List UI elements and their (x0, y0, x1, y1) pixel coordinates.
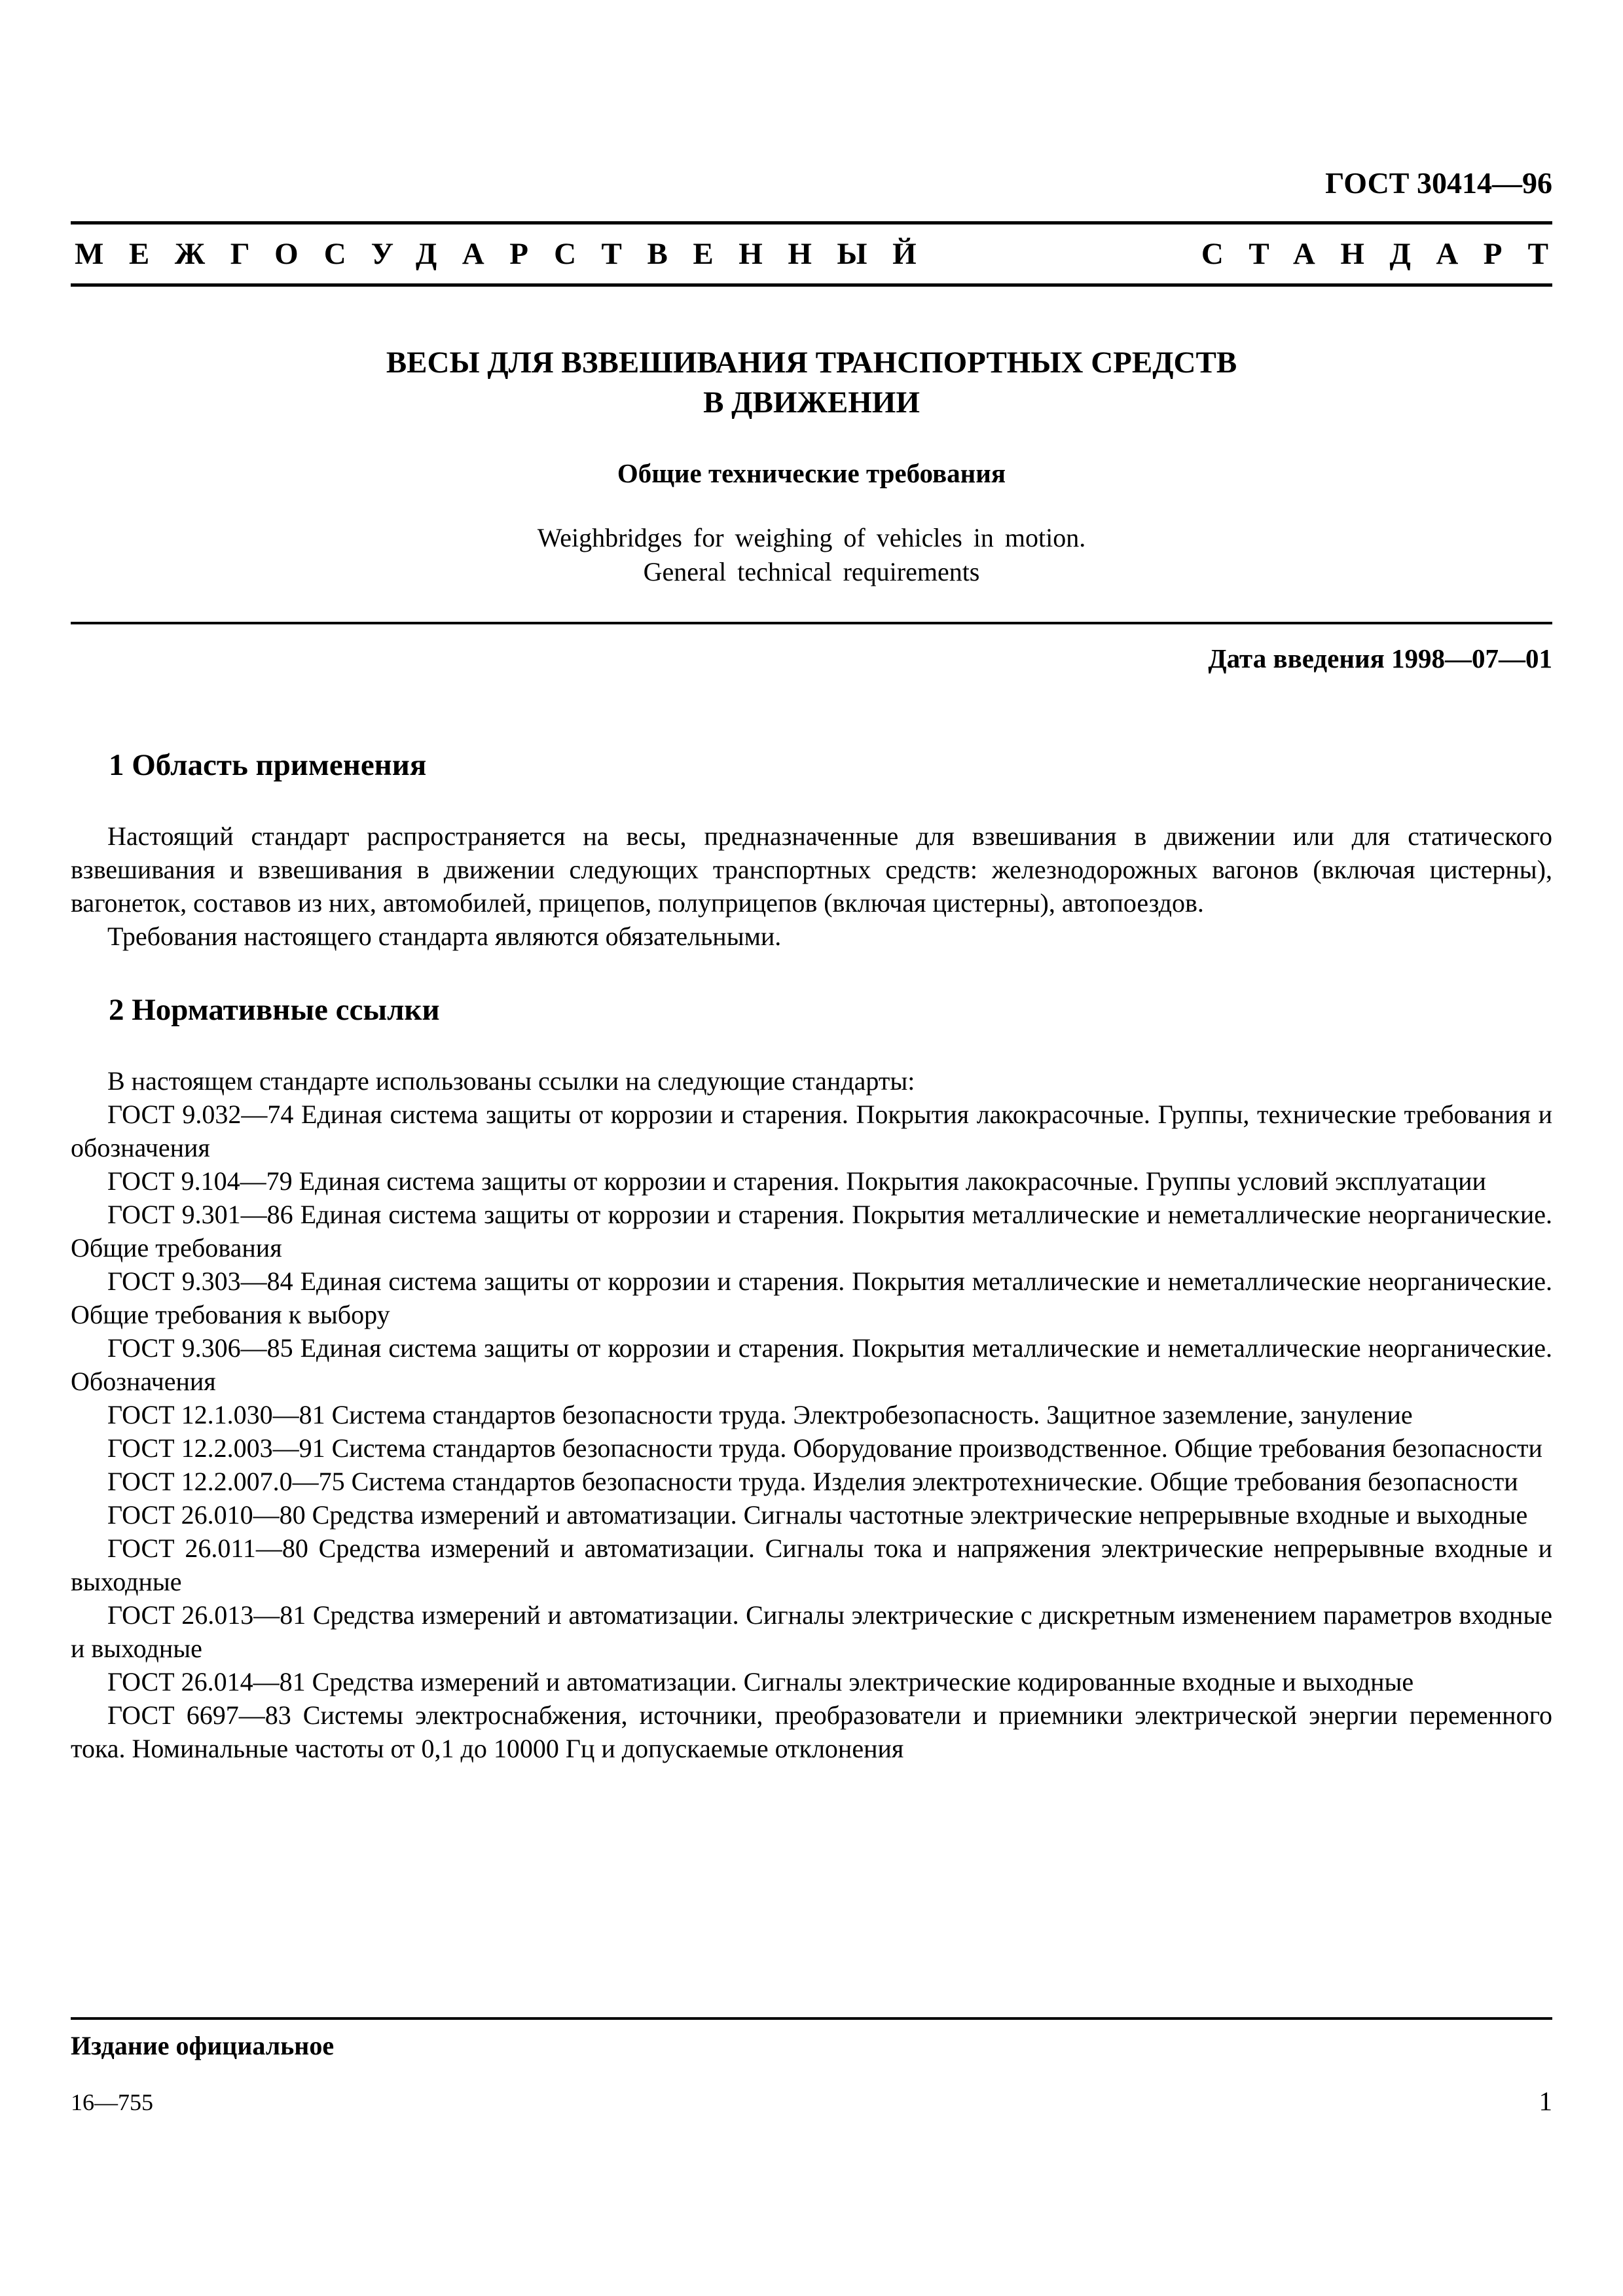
english-title-block (71, 521, 1552, 589)
reference-item: ГОСТ 9.032—74 Единая система защиты от коррозии и старения. Покрытия лакокрасочные. Группы, технические требования и обозначения (71, 1100, 1552, 1162)
reference-item: ГОСТ 9.104—79 Единая система защиты от коррозии и старения. Покрытия лакокрасочные. Группы условий эксплуатации (107, 1166, 1486, 1196)
section-2-heading: 2 Нормативные ссылки (109, 993, 440, 1027)
reference-item: ГОСТ 9.306—85 Единая система защиты от коррозии и старения. Покрытия металлические и неметаллические неорганические. Обозначения (71, 1333, 1552, 1396)
reference-item: ГОСТ 26.013—81 Средства измерений и автоматизации. Сигналы электрические с дискретным изменением параметров входные и выходные (71, 1600, 1552, 1663)
page-content (71, 0, 1574, 1765)
english-title-line-2: General technical requirements (643, 557, 980, 586)
banner-word-standard: СТАНДАРТ (1201, 237, 1574, 271)
section-2-intro: В настоящем стандарте использованы ссылки на следующие стандарты: (107, 1066, 915, 1096)
introduction-date: Дата введения 1998—07—01 (1208, 643, 1552, 673)
document-subtitle: Общие технические требования (617, 458, 1006, 488)
footer-meta (71, 2085, 1552, 2117)
english-title-line-1: Weighbridges for weighing of vehicles in motion. (537, 523, 1086, 552)
document-title (71, 343, 1552, 423)
title-block (71, 343, 1552, 589)
document-title-line-1: ВЕСЫ ДЛЯ ВЗВЕШИВАНИЯ ТРАНСПОРТНЫХ СРЕДСТВ (386, 346, 1237, 380)
reference-item: ГОСТ 9.301—86 Единая система защиты от коррозии и старения. Покрытия металлические и неметаллические неорганические. Общие требования (71, 1200, 1552, 1263)
section-1-heading: 1 Область применения (109, 748, 427, 782)
reference-item: ГОСТ 9.303—84 Единая система защиты от коррозии и старения. Покрытия металлические и неметаллические неорганические. Общие требования к выбору (71, 1266, 1552, 1329)
print-order-code: 16—755 (71, 2089, 153, 2115)
reference-item: ГОСТ 12.2.007.0—75 Система стандартов безопасности труда. Изделия электротехнические. Общие требования безопасности (107, 1467, 1518, 1496)
reference-item: ГОСТ 6697—83 Системы электроснабжения, источники, преобразователи и приемники электрической энергии переменного тока. Номинальные частоты от 0,1 до 10000 Гц и допускаемые отклонения (71, 1700, 1552, 1763)
doc-number: ГОСТ 30414—96 (1325, 166, 1552, 200)
reference-item: ГОСТ 12.1.030—81 Система стандартов безопасности труда. Электробезопасность. Защитное заземление, зануление (107, 1400, 1413, 1429)
title-divider-rule (71, 622, 1552, 624)
page-number: 1 (1539, 2086, 1552, 2116)
reference-item: ГОСТ 26.011—80 Средства измерений и автоматизации. Сигналы тока и напряжения электрические непрерывные входные и выходные (71, 1534, 1552, 1596)
section-1-paragraph-2: Требования настоящего стандарта являются обязательными. (107, 922, 782, 951)
document-title-line-2: В ДВИЖЕНИИ (703, 386, 920, 420)
reference-item: ГОСТ 12.2.003—91 Система стандартов безопасности труда. Оборудование производственное. Общие требования безопасности (107, 1433, 1542, 1463)
official-edition-note: Издание официальное (71, 2017, 1552, 2062)
standard-type-banner (71, 221, 1574, 287)
section-1-paragraph-1: Настоящий стандарт распространяется на весы, предназначенные для взвешивания в движении или для статического взвешивания и взвешивания в движении следующих транспортных средств: железнодорожных вагонов (включая цистерны), вагонеток, составов из них, автомобилей, прицепов, полуприцепов (включая цистерны), автопоездов. (71, 821, 1552, 918)
reference-item: ГОСТ 26.014—81 Средства измерений и автоматизации. Сигналы электрические кодированные входные и выходные (107, 1667, 1414, 1696)
reference-item: ГОСТ 26.010—80 Средства измерений и автоматизации. Сигналы частотные электрические непрерывные входные и выходные (107, 1500, 1528, 1530)
banner-word-interstate: МЕЖГОСУДАРСТВЕННЫЙ (75, 237, 942, 271)
